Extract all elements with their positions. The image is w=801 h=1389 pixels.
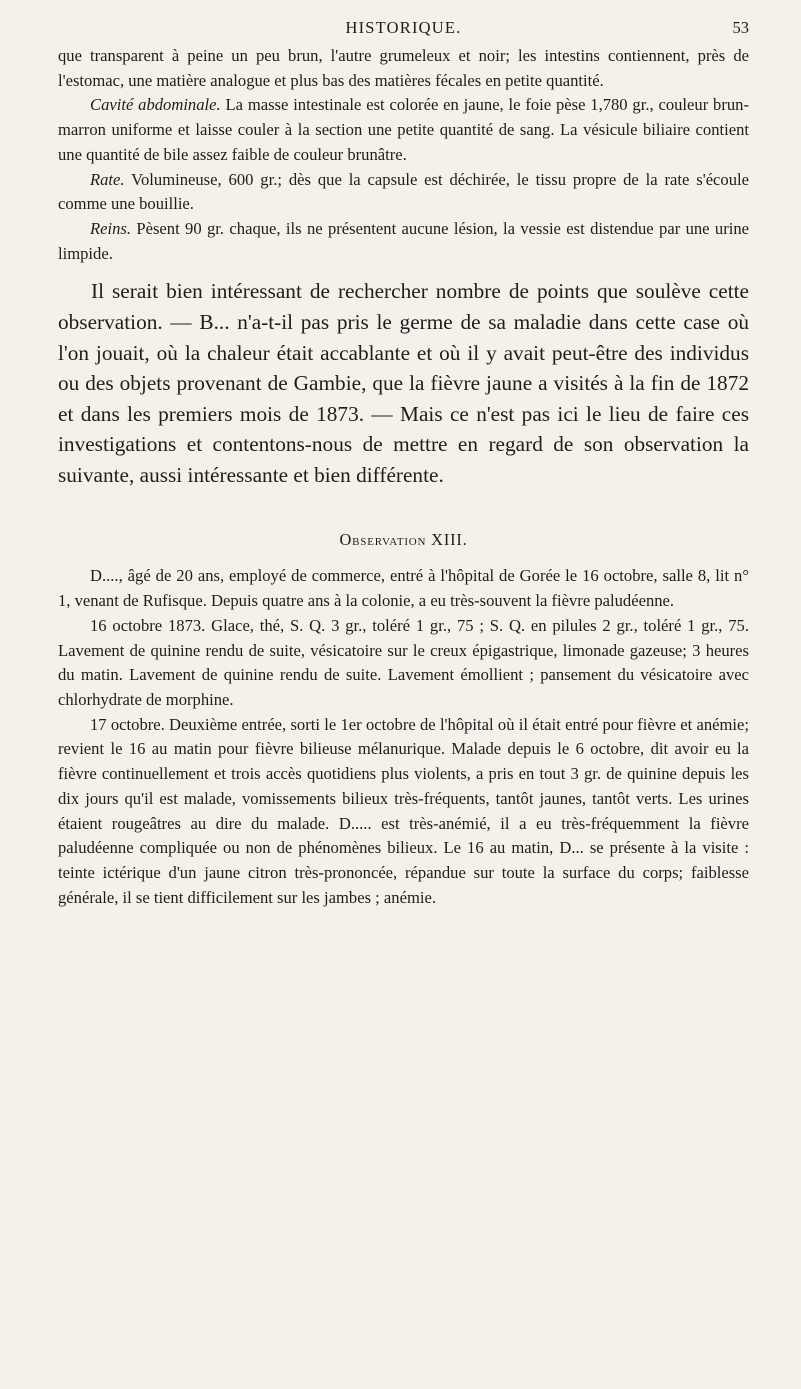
commentary-section xyxy=(58,276,749,490)
paragraph-spleen xyxy=(58,168,749,217)
page-number: 53 xyxy=(732,18,749,37)
observation-section xyxy=(58,530,749,910)
observation-paragraph-2: 16 octobre 1873. Glace, thé, S. Q. 3 gr., toléré 1 gr., 75 ; S. Q. en pilules 2 gr., toléré 1 gr., 75. Lavement de quinine rendu de suite, vésicatoire sur le creux épigastrique, limonade gazeuse; 3 heures du matin. Lavement de quinine rendu de suite. Lavement émollient ; pansement du vésicatoire avec chlorhydrate de morphine. xyxy=(58,615,749,709)
paragraph-kidneys xyxy=(58,217,749,266)
autopsy-section xyxy=(58,44,749,266)
text-spleen: Volumineuse, 600 gr.; dès que la capsule est déchirée, le tissu propre de la rate s'écoule comme une bouillie. xyxy=(58,169,749,214)
observation-title: Observation XIII. xyxy=(339,530,468,550)
commentary-paragraph: Il serait bien intéressant de rechercher nombre de points que soulève cette observation. — B... n'a-t-il pas pris le germe de sa maladie dans cette case où l'on jouait, où la chaleur était accablante et où il y avait peut-être des individus ou des objets provenant de Gambie, que la fièvre jaune a visités à la fin de 1872 et dans les premiers mois de 1873. — Mais ce n'est pas ici le lieu de faire ces investigations et contentons-nous de mettre en regard de son observation la suivante, aussi intéressante et bien différente. xyxy=(58,279,749,487)
paragraph-abdominal-cavity xyxy=(58,93,749,167)
label-kidneys: Reins. xyxy=(90,218,132,238)
observation-paragraph-3: 17 octobre. Deuxième entrée, sorti le 1er octobre de l'hôpital où il était entré pour fièvre et anémie; revient le 16 au matin pour fièvre bilieuse mélanurique. Malade depuis le 6 octobre, dit avoir eu la fièvre continuellement et trois accès quotidiens plus violents, a pris en tout 3 gr. de quinine depuis les dix jours qu'il est malade, vomissements bilieux très-fréquents, tantôt jaunes, tantôt verts. Les urines étaient rougeâtres au dire du malade. D..... est très-anémié, il a eu très-fréquemment la fièvre paludéenne compliquée ou non de phénomènes bilieux. Le 16 au matin, D... se présente à la visite : teinte ictérique d'un jaune citron très-prononcée, répandue sur toute la surface du corps; faiblesse générale, il se tient difficilement sur les jambes ; anémie. xyxy=(58,714,749,907)
label-abdominal-cavity: Cavité abdominale. xyxy=(90,95,221,115)
observation-paragraph-1: D...., âgé de 20 ans, employé de commerce, entré à l'hôpital de Gorée le 16 octobre, salle 8, lit n° 1, venant de Rufisque. Depuis quatre ans à la colonie, a eu très-souvent la fièvre paludéenne. xyxy=(58,566,749,611)
running-title: HISTORIQUE. xyxy=(345,18,462,37)
text-kidneys: Pèsent 90 gr. chaque, ils ne présentent aucune lésion, la vessie est distendue par une urine limpide. xyxy=(58,218,749,263)
text-abdominal-cavity: La masse intestinale est colorée en jaune, le foie pèse 1,780 gr., couleur brun-marron uniforme et laisse couler à la section une petite quantité de sang. La vésicule biliaire contient une quantité de bile assez faible de couleur brunâtre. xyxy=(58,95,749,164)
label-spleen: Rate. xyxy=(90,169,125,189)
page-header xyxy=(58,0,749,44)
paragraph-intestines: que transparent à peine un peu brun, l'autre grumeleux et noir; les intestins contiennent, près de l'estomac, une matière analogue et plus bas des matières fécales en petite quantité. xyxy=(58,46,749,90)
